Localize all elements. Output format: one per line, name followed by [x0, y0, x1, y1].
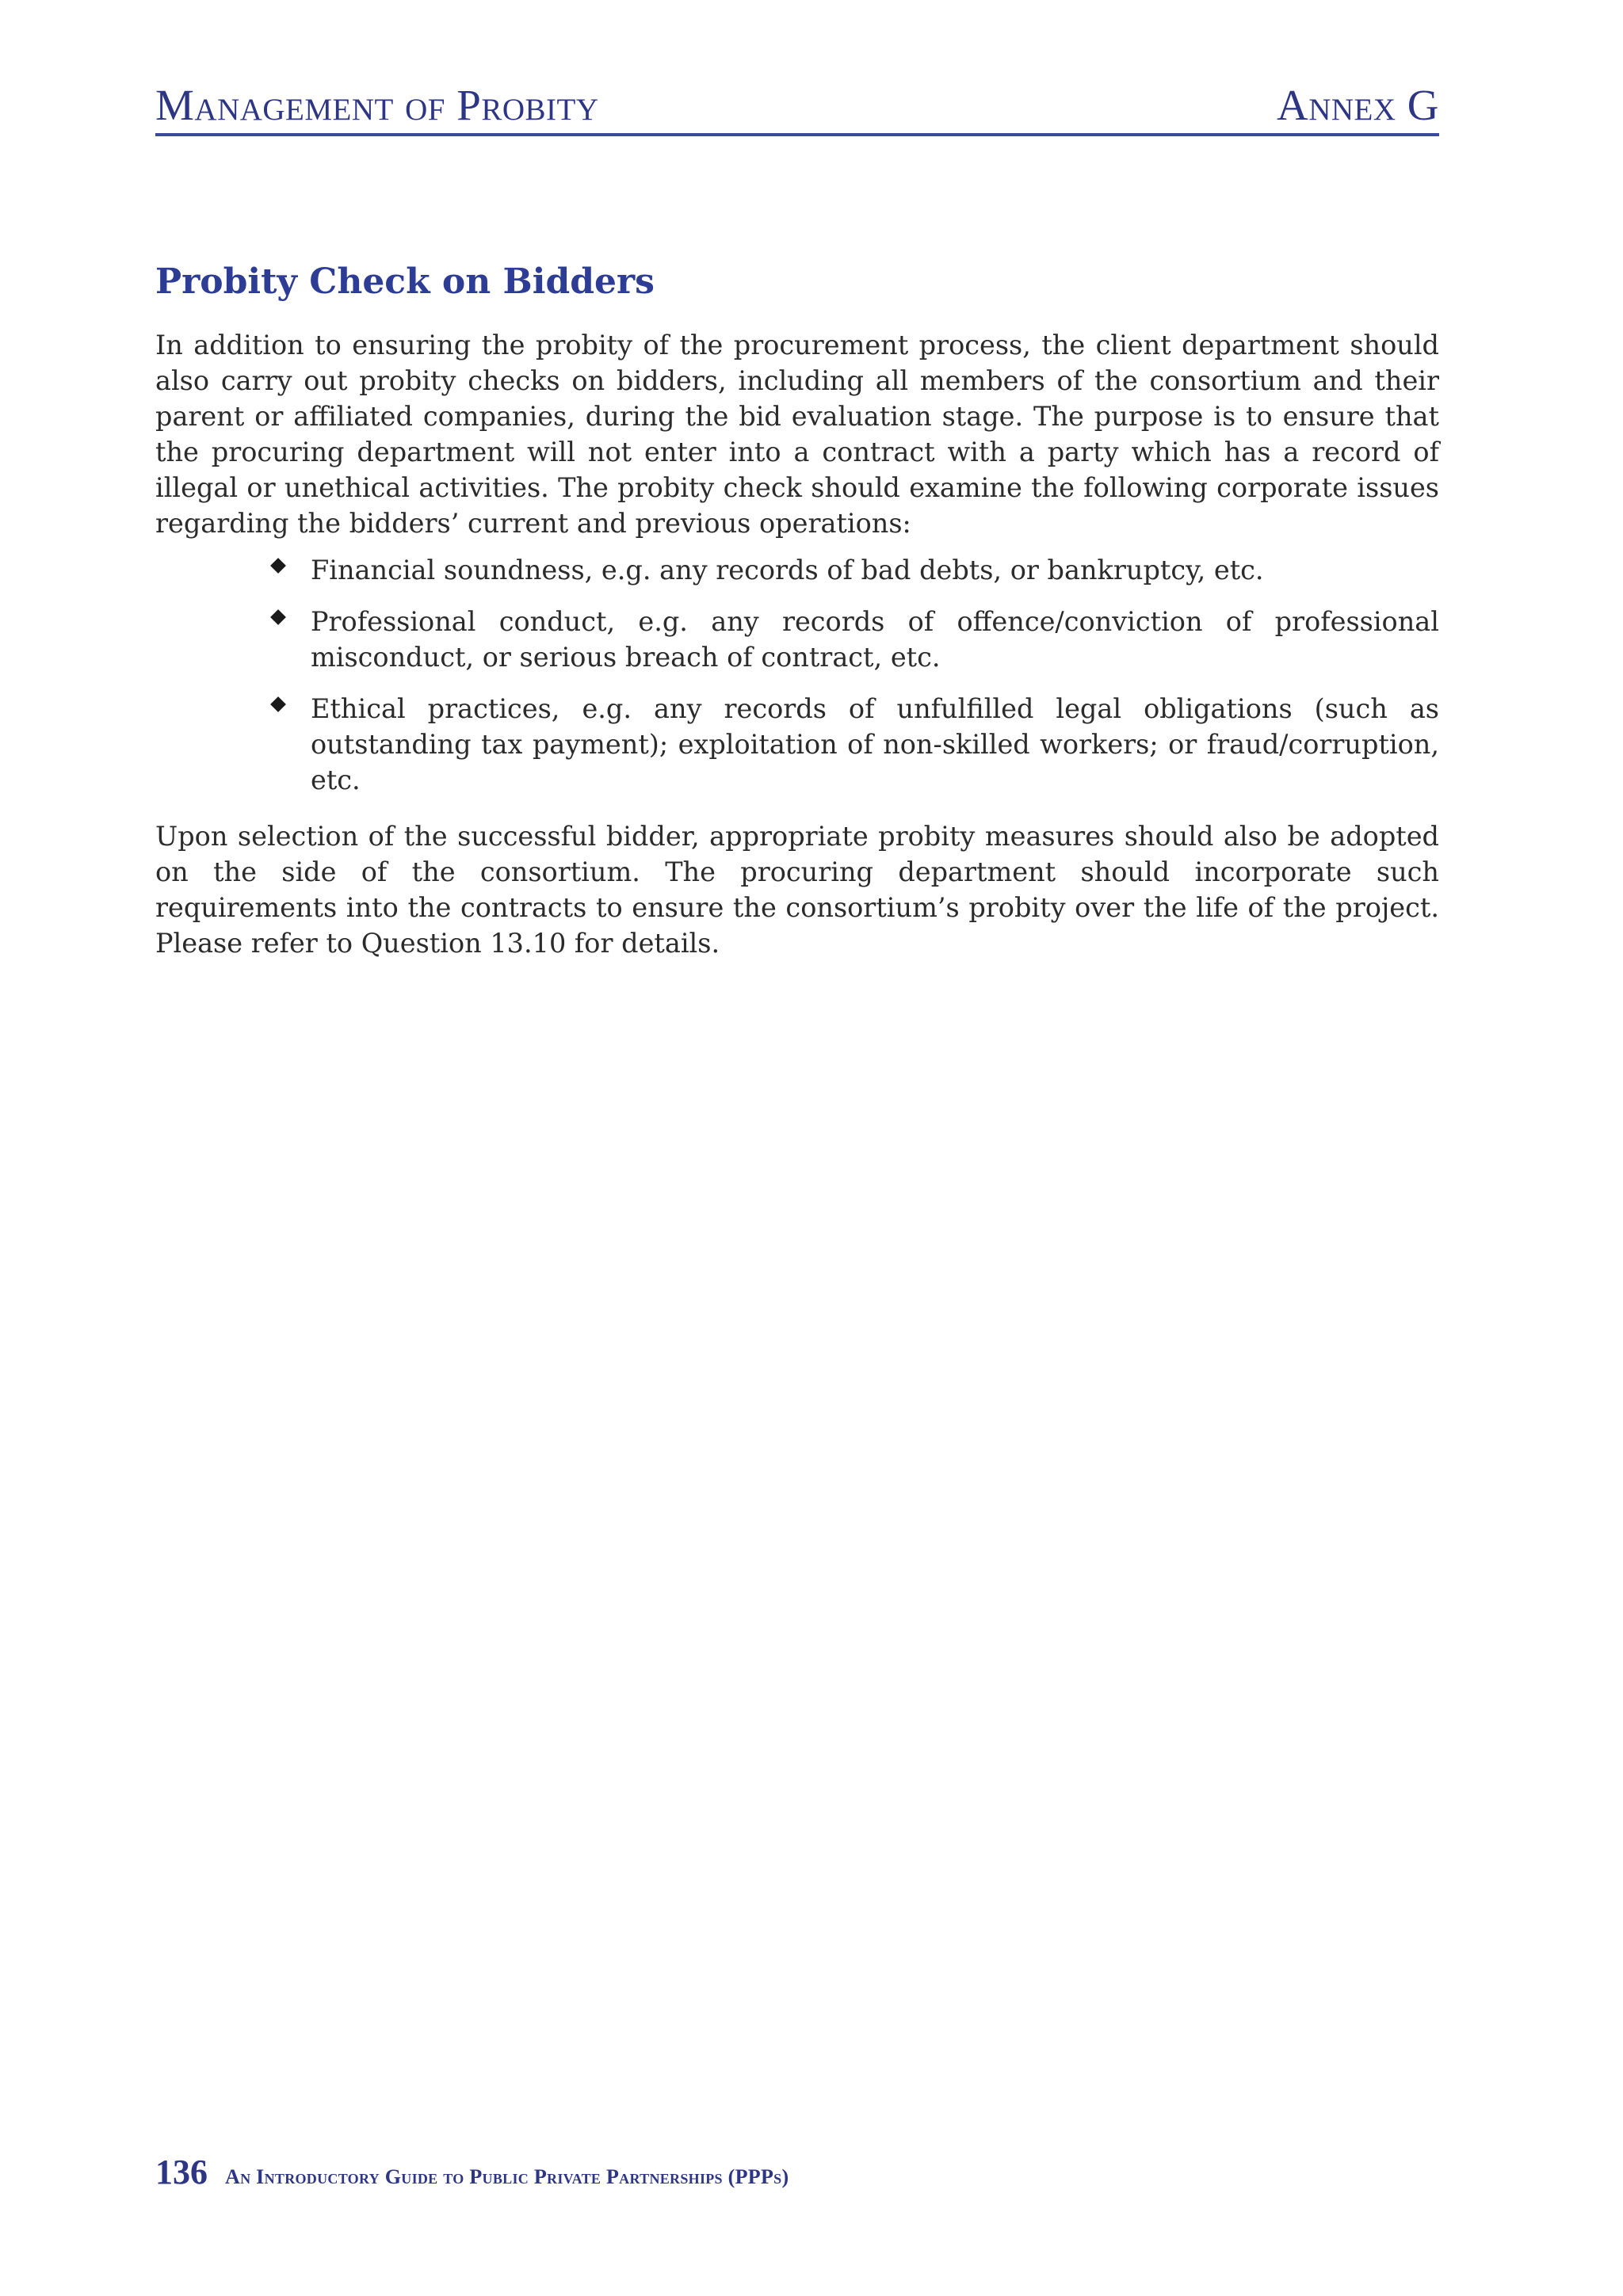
header-section-title: Management of Probity [155, 81, 599, 129]
diamond-bullet-icon [270, 696, 286, 712]
list-item [311, 691, 1439, 798]
diamond-bullet-icon [270, 558, 286, 574]
running-footer [155, 2152, 789, 2199]
diamond-bullet-icon [270, 609, 286, 625]
bullet-list [155, 552, 1439, 798]
closing-paragraph: Upon selection of the successful bidder, appropriate probity measures should also be adopted on the side of the consortium. The procuring department should incorporate such requirements into the contracts to ensure the consortium’s probity over the life of the project. Please refer to Question 13.10 for details. [155, 820, 1439, 959]
intro-paragraph: In addition to ensuring the probity of the procurement process, the client department should also carry out probity checks on bidders, including all members of the consortium and their parent or affiliated companies, during the bid evaluation stage. The purpose is to ensure that the procuring department will not enter into a contract with a party which has a record of illegal or unethical activities. The probity check should examine the following corporate issues regarding the bidders’ current and previous operations: [155, 329, 1439, 539]
list-item [311, 552, 1439, 588]
list-item [311, 604, 1439, 675]
page-number: 136 [155, 2153, 208, 2191]
running-header [155, 79, 1439, 136]
footer-book-title: An Introductory Guide to Public Private Partnerships (PPPs) [225, 2165, 789, 2188]
list-item-text: Professional conduct, e.g. any records of offence/conviction of professional misconduct, or serious breach of contract, etc. [311, 605, 1439, 673]
list-item-text: Financial soundness, e.g. any records of bad debts, or bankruptcy, etc. [311, 554, 1264, 585]
section-title: Probity Check on Bidders [155, 261, 655, 302]
list-item-text: Ethical practices, e.g. any records of unfulfilled legal obligations (such as outstanding tax payment); exploitation of non-skilled workers; or fraud/corruption, etc. [311, 692, 1439, 795]
page-content [155, 261, 1439, 961]
header-annex-label: Annex G [1276, 81, 1439, 129]
